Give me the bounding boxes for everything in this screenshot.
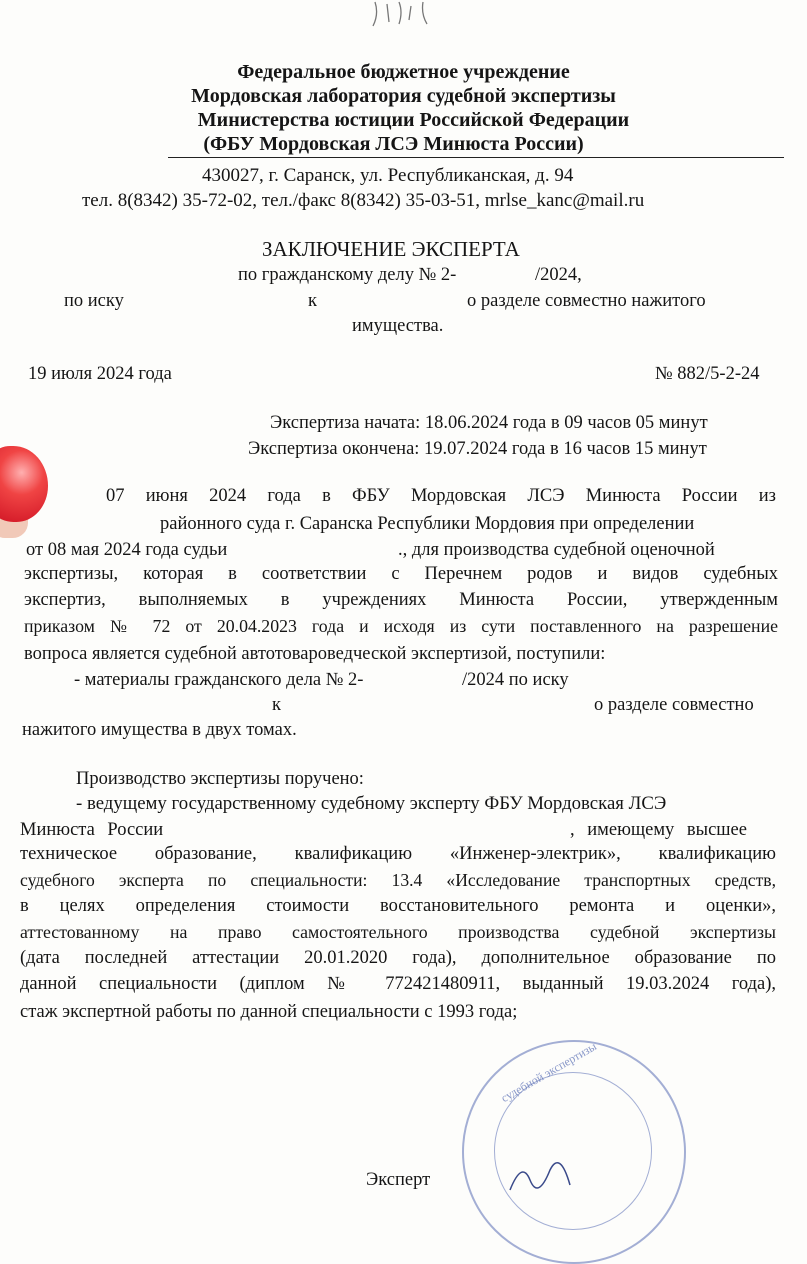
para2-line3b: , имеющему высшее [570,820,747,840]
claim-k: к [308,291,317,311]
para2-line7: аттестованному на право самостоятельного производства судебной экспертизы [20,922,776,942]
org-contacts: тел. 8(8342) 35-72-02, тел./факс 8(8342) 35-03-51, mrlse_kanc@mail.ru [82,190,645,211]
expert-signature-label: Эксперт [366,1170,431,1190]
emblem-fragment-icon [365,0,440,30]
para1-line8a: - материалы гражданского дела № 2- [74,670,364,690]
expertise-started: Экспертиза начата: 18.06.2024 года в 09 часов 05 минут [270,413,708,433]
document-date: 19 июля 2024 года [28,364,172,384]
para1-line3a: от 08 мая 2024 года судьи [26,540,228,560]
para2-line8: (дата последней аттестации 20.01.2020 года), дополнительное образование по [20,948,776,968]
org-name-line1: Федеральное бюджетное учреждение [237,61,570,83]
org-name-line2: Мордовская лаборатория судебной экспертизы [191,85,616,107]
para2-line4: техническое образование, квалификацию «Инженер-электрик», квалификацию [20,844,776,864]
claim-subject: о разделе совместно нажитого [467,291,706,311]
finger-artifact [0,446,48,522]
org-name-line4: (ФБУ Мордовская ЛСЭ Минюста России) [203,133,584,155]
para2-line3a: Минюста России [20,820,164,840]
para2-line2: - ведущему государственному судебному эксперту ФБУ Мордовская ЛСЭ [76,793,667,814]
para1-line10: нажитого имущества в двух томах. [22,720,297,740]
para2-line5: судебного эксперта по специальности: 13.4 «Исследование транспортных средств, [20,870,776,890]
case-number-suffix: /2024, [535,265,582,285]
para2-line10: стаж экспертной работы по данной специальности с 1993 года; [20,1002,518,1022]
document-number: № 882/5-2-24 [655,364,760,384]
para1-line2: районного суда г. Саранска Республики Мордовия при определении [160,514,695,534]
org-address: 430027, г. Саранск, ул. Республиканская, д. 94 [202,165,574,186]
para1-line3b: ., для производства судебной оценочной [398,540,715,560]
para1-line4: экспертизы, которая в соответствии с Перечнем родов и видов судебных [24,564,778,584]
claim-end: имущества. [352,316,444,336]
para1-line5: экспертиз, выполняемых в учреждениях Минюста России, утвержденным [24,590,778,610]
claim-prefix: по иску [64,291,124,311]
para1-line8b: /2024 по иску [462,670,569,690]
para2-line9: данной специальности (диплом № 772421480911, выданный 19.03.2024 года), [20,974,776,994]
para1-line6: приказом № 72 от 20.04.2023 года и исходя из сути поставленного на разрешение [24,616,778,636]
header-divider [168,157,784,158]
para1-line7: вопроса является судебной автотовароведческой экспертизой, поступили: [24,644,606,664]
stamp-text: судебной экспертизы [498,1039,599,1106]
org-name-line3: Министерства юстиции Российской Федерации [197,109,630,131]
para2-line6: в целях определения стоимости восстановительного ремонта и оценки», [20,896,776,916]
para1-line9b: о разделе совместно [594,695,754,715]
document-title: ЗАКЛЮЧЕНИЕ ЭКСПЕРТА [262,237,520,261]
signature-icon [500,1130,590,1200]
expertise-finished: Экспертиза окончена: 19.07.2024 года в 16 часов 15 минут [248,439,707,459]
para1-line1: 07 июня 2024 года в ФБУ Мордовская ЛСЭ Минюста России из [106,486,776,506]
para2-line1: Производство экспертизы поручено: [76,769,364,789]
para1-line9a: к [272,695,281,715]
case-number-prefix: по гражданскому делу № 2- [238,265,457,285]
